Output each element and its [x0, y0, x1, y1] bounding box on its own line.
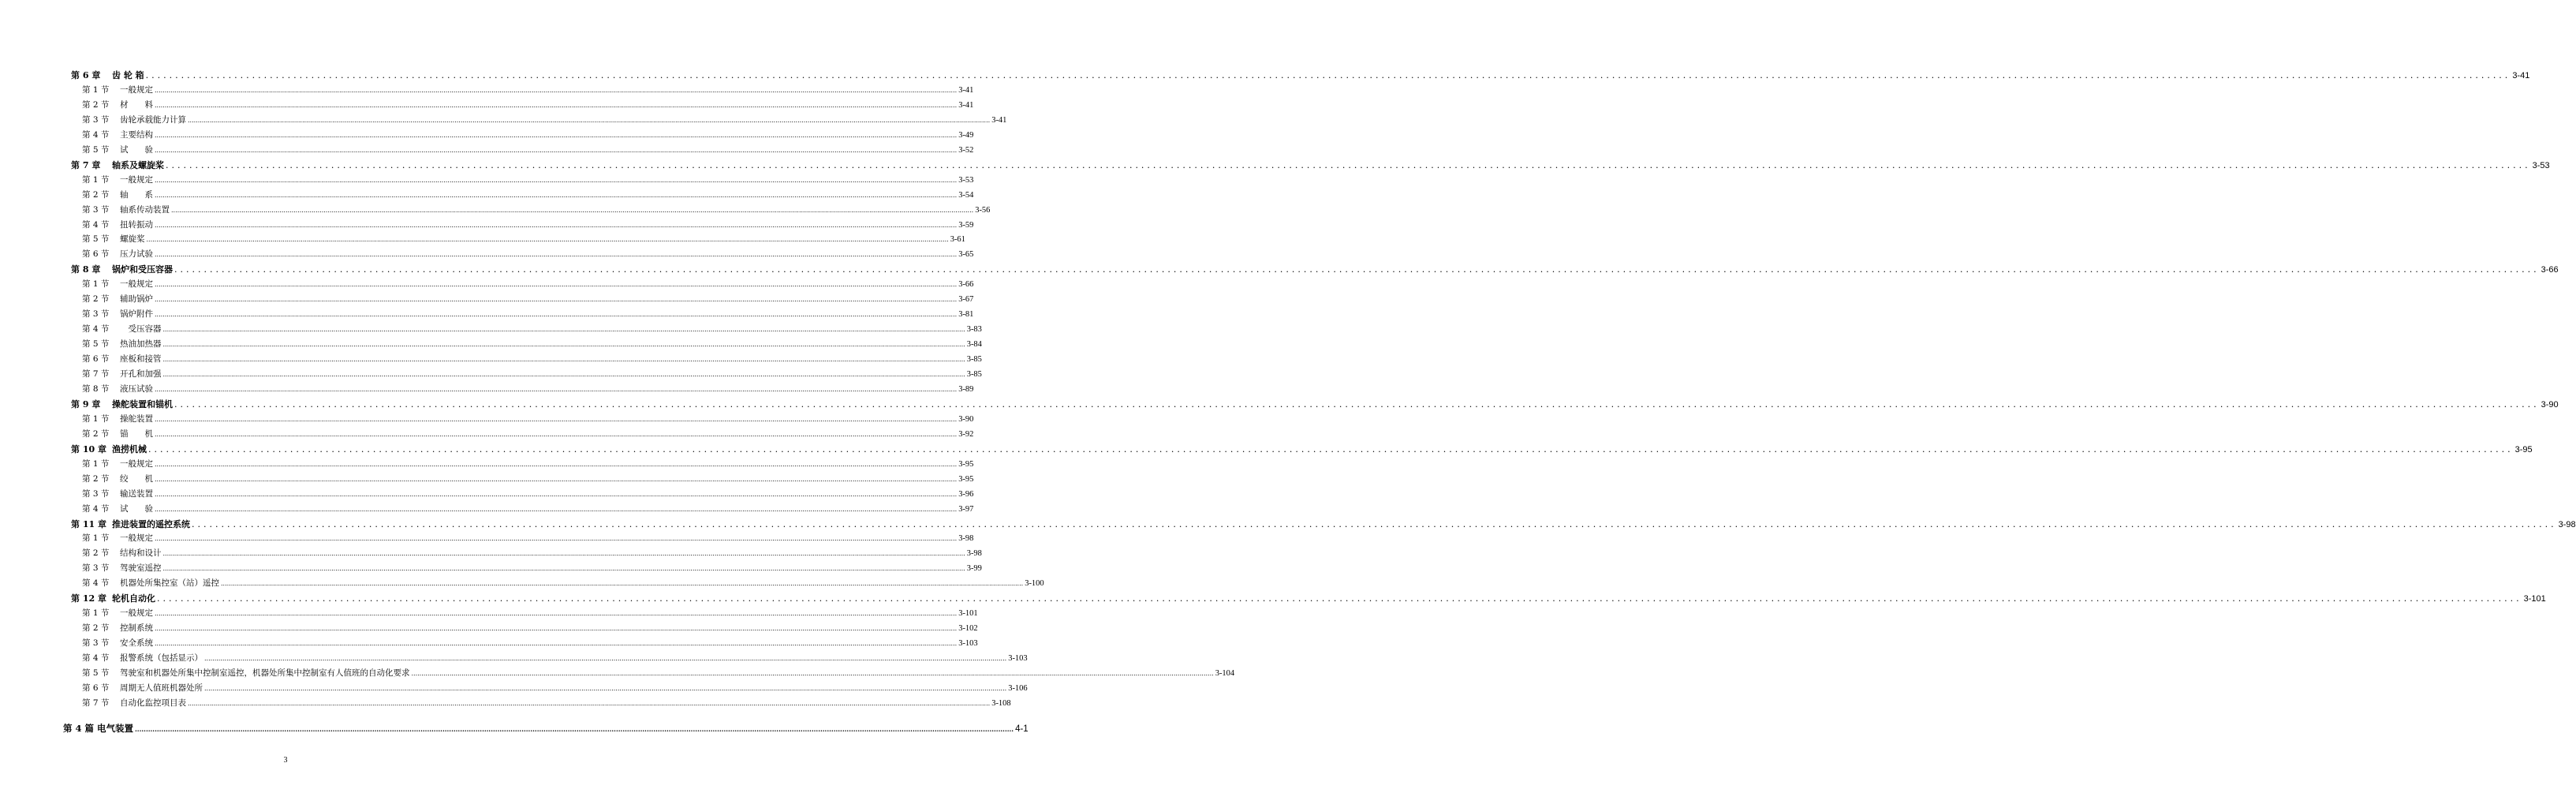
toc-chapter-entry — [71, 591, 2546, 606]
entry-number: 第 2 节 — [82, 99, 110, 110]
page-number: 3 — [283, 756, 288, 765]
dot-leader: ................................................................................................................................................................................................................................................................................................................................................................................................................ — [155, 131, 958, 139]
entry-page-number: 3-66 — [958, 280, 974, 290]
toc-chapter-entry — [71, 442, 2533, 457]
entry-page-number: 3-95 — [2514, 444, 2533, 454]
entry-page-number: 3-81 — [958, 310, 974, 320]
entry-title: 安全系统 — [120, 638, 153, 649]
dot-leader: ................................................................................................................................................................................................................................................................................................................................................................................................................ — [166, 159, 2531, 170]
dot-leader: ................................................................................................................................................................................................................................................................................................................................................................................................................ — [155, 101, 958, 109]
toc-section-entry — [82, 292, 974, 307]
entry-title: 轴系及螺旋桨 — [112, 159, 164, 170]
entry-title: 控制系统 — [120, 623, 153, 634]
entry-page-number: 3-53 — [2532, 160, 2550, 170]
entry-number: 第 7 章 — [71, 159, 101, 170]
entry-page-number: 3-61 — [950, 235, 965, 245]
dot-leader: ................................................................................................................................................................................................................................................................................................................................................................................................................ — [146, 236, 949, 244]
entry-title: 试 验 — [120, 503, 153, 514]
toc-section-entry — [82, 472, 974, 487]
dot-leader: ................................................................................................................................................................................................................................................................................................................................................................................................................ — [157, 593, 2522, 604]
entry-page-number: 3-85 — [966, 370, 982, 379]
entry-number: 第 6 节 — [82, 249, 110, 260]
dot-leader: ................................................................................................................................................................................................................................................................................................................................................................................................................ — [174, 264, 2540, 275]
entry-number: 第 1 节 — [82, 413, 110, 424]
toc-section-entry — [82, 651, 1028, 666]
dot-leader: ................................................................................................................................................................................................................................................................................................................................................................................................................ — [155, 505, 958, 513]
toc-section-entry — [82, 621, 978, 636]
entry-page-number: 3-53 — [958, 175, 974, 185]
toc-section-entry — [82, 173, 974, 188]
toc-section-entry — [82, 352, 982, 367]
entry-page-number: 3-92 — [958, 429, 974, 439]
dot-leader: ................................................................................................................................................................................................................................................................................................................................................................................................................ — [155, 221, 958, 229]
entry-page-number: 3-65 — [958, 250, 974, 260]
toc-section-entry — [82, 337, 982, 352]
entry-title: 辅助锅炉 — [120, 294, 153, 305]
entry-title: 渔捞机械 — [112, 443, 147, 454]
entry-title: 齿 轮 箱 — [112, 70, 144, 80]
entry-page-number: 3-99 — [966, 564, 982, 574]
entry-title: 操舵装置 — [120, 413, 153, 424]
toc-chapter-entry — [71, 68, 2530, 83]
entry-title: 驾驶室和机器处所集中控制室遥控，机器处所集中控制室有人值班的自动化要求 — [120, 668, 410, 678]
entry-page-number: 3-101 — [958, 609, 978, 619]
entry-title: 轴 系 — [120, 189, 153, 200]
dot-leader: ................................................................................................................................................................................................................................................................................................................................................................................................................ — [155, 415, 958, 423]
entry-number: 第 4 节 — [82, 129, 110, 140]
dot-leader: ................................................................................................................................................................................................................................................................................................................................................................................................................ — [188, 116, 991, 124]
toc-section-entry — [82, 143, 974, 158]
dot-leader: ................................................................................................................................................................................................................................................................................................................................................................................................................ — [188, 699, 991, 707]
entry-page-number: 3-41 — [958, 100, 974, 110]
entry-page-number: 3-90 — [2541, 399, 2559, 410]
entry-page-number: 3-101 — [2523, 594, 2546, 604]
toc-section-entry — [82, 188, 974, 203]
entry-page-number: 3-41 — [958, 85, 974, 95]
entry-title: 受压容器 — [120, 324, 162, 335]
entry-title: 轴系传动装置 — [120, 204, 170, 215]
dot-leader: ................................................................................................................................................................................................................................................................................................................................................................................................................ — [174, 398, 2540, 410]
toc-section-entry — [82, 561, 982, 576]
entry-page-number: 3-52 — [958, 145, 974, 155]
dot-leader: ................................................................................................................................................................................................................................................................................................................................................................................................................ — [204, 655, 1007, 663]
dot-leader: ................................................................................................................................................................................................................................................................................................................................................................................................................ — [155, 490, 958, 498]
entry-page-number: 3-83 — [966, 325, 982, 335]
entry-number: 第 2 节 — [82, 189, 110, 200]
dot-leader: ................................................................................................................................................................................................................................................................................................................................................................................................................ — [155, 460, 958, 468]
entry-title: 一般规定 — [120, 279, 153, 290]
entry-title: 热油加热器 — [120, 339, 162, 350]
entry-title: 周期无人值班机器处所 — [120, 683, 203, 693]
entry-number: 第 3 节 — [82, 488, 110, 499]
entry-number: 第 4 节 — [82, 578, 110, 589]
entry-title: 驾驶室遥控 — [120, 563, 162, 574]
toc-section-entry — [82, 531, 974, 546]
entry-number: 第 1 节 — [82, 84, 110, 95]
dot-leader: ................................................................................................................................................................................................................................................................................................................................................................................................................ — [155, 176, 958, 184]
dot-leader: ................................................................................................................................................................................................................................................................................................................................................................................................................ — [155, 146, 958, 154]
entry-page-number: 3-98 — [966, 549, 982, 559]
toc-section-entry — [82, 502, 974, 517]
entry-title: 推进装置的遥控系统 — [112, 518, 190, 529]
dot-leader: ................................................................................................................................................................................................................................................................................................................................................................................................................ — [148, 443, 2514, 454]
entry-title: 结构和设计 — [120, 548, 162, 559]
entry-number: 第 4 节 — [82, 324, 110, 335]
toc-section-entry — [82, 98, 974, 113]
entry-title: 试 验 — [120, 144, 153, 155]
dot-leader: ................................................................................................................................................................................................................................................................................................................................................................................................................ — [155, 430, 958, 438]
entry-page-number: 3-100 — [1025, 579, 1044, 589]
entry-number: 第 1 节 — [82, 458, 110, 469]
dot-leader: ................................................................................................................................................................................................................................................................................................................................................................................................................ — [192, 518, 2557, 529]
toc-section-entry — [82, 487, 974, 502]
entry-number: 第 2 节 — [82, 548, 110, 559]
toc-section-entry — [82, 666, 1235, 681]
entry-title: 锚 机 — [120, 428, 153, 439]
dot-leader: ................................................................................................................................................................................................................................................................................................................................................................................................................ — [155, 640, 958, 648]
entry-number: 第 7 节 — [82, 369, 110, 379]
toc-section-entry — [82, 681, 1028, 696]
entry-number: 第 5 节 — [82, 668, 110, 678]
entry-title: 开孔和加强 — [120, 369, 162, 379]
entry-title: 绞 机 — [120, 473, 153, 484]
entry-title: 压力试验 — [120, 249, 153, 260]
entry-title: 操舵装置和锚机 — [112, 398, 173, 410]
toc-section-entry — [82, 636, 978, 651]
entry-title: 一般规定 — [120, 608, 153, 619]
entry-number: 第 4 节 — [82, 653, 110, 664]
entry-page-number: 3-84 — [966, 340, 982, 350]
entry-number: 第 2 节 — [82, 294, 110, 305]
entry-number: 第 8 章 — [71, 264, 101, 275]
dot-leader: ................................................................................................................................................................................................................................................................................................................................................................................................................ — [204, 684, 1007, 692]
dot-leader: ................................................................................................................................................................................................................................................................................................................................................................................................................ — [155, 296, 958, 304]
toc-section-entry — [82, 457, 974, 472]
toc-chapter-entry — [71, 517, 2576, 532]
entry-number: 第 5 节 — [82, 234, 110, 245]
entry-page-number: 3-108 — [991, 698, 1011, 708]
entry-number: 第 3 节 — [82, 309, 110, 320]
entry-page-number: 3-102 — [958, 624, 978, 634]
entry-page-number: 3-89 — [958, 384, 974, 394]
entry-page-number: 3-56 — [975, 205, 991, 215]
toc-section-entry — [82, 606, 978, 621]
toc-section-entry — [82, 113, 1007, 128]
toc-chapter-entry — [71, 158, 2550, 173]
entry-number: 第 9 章 — [71, 398, 101, 410]
entry-page-number: 3-66 — [2541, 265, 2559, 275]
toc-section-entry — [82, 203, 991, 218]
entry-title: 一般规定 — [120, 458, 153, 469]
entry-number: 第 1 节 — [82, 608, 110, 619]
entry-title: 一般规定 — [120, 174, 153, 185]
toc-chapter-entry — [71, 397, 2559, 412]
entry-page-number: 3-97 — [958, 504, 974, 514]
entry-title: 一般规定 — [120, 84, 153, 95]
dot-leader: ................................................................................................................................................................................................................................................................................................................................................................................................................ — [162, 550, 965, 558]
entry-number: 第 2 节 — [82, 428, 110, 439]
entry-page-number: 3-54 — [958, 190, 974, 200]
entry-number: 第 4 节 — [82, 219, 110, 230]
entry-number: 第 6 节 — [82, 354, 110, 365]
entry-number: 第 2 节 — [82, 623, 110, 634]
entry-page-number: 3-96 — [958, 489, 974, 499]
dot-leader: ................................................................................................................................................................................................................................................................................................................................................................................................................ — [155, 86, 958, 94]
dot-leader: ................................................................................................................................................................................................................................................................................................................................................................................................................ — [411, 670, 1214, 677]
dot-leader: ................................................................................................................................................................................................................................................................................................................................................................................................................ — [162, 356, 965, 364]
entry-title: 液压试验 — [120, 383, 153, 394]
entry-page-number: 3-103 — [958, 639, 978, 649]
entry-number: 第 3 节 — [82, 638, 110, 649]
toc-section-entry — [82, 322, 982, 337]
entry-page-number: 3-85 — [966, 355, 982, 365]
dot-leader: ................................................................................................................................................................................................................................................................................................................................................................................................................ — [135, 724, 1014, 733]
toc-section-entry — [82, 307, 974, 322]
dot-leader: ................................................................................................................................................................................................................................................................................................................................................................................................................ — [155, 535, 958, 543]
entry-page-number: 4-1 — [1015, 724, 1029, 734]
toc-section-entry — [82, 247, 974, 262]
dot-leader: ................................................................................................................................................................................................................................................................................................................................................................................................................ — [162, 326, 965, 334]
entry-title: 机器处所集控室（站）遥控 — [120, 578, 219, 589]
entry-title: 座板和接管 — [120, 354, 162, 365]
entry-number: 第 3 节 — [82, 563, 110, 574]
entry-page-number: 3-49 — [958, 130, 974, 140]
dot-leader: ................................................................................................................................................................................................................................................................................................................................................................................................................ — [145, 70, 2511, 80]
entry-number: 第 3 节 — [82, 114, 110, 125]
entry-number: 第 10 章 — [71, 443, 106, 454]
entry-title: 报警系统（包括显示） — [120, 653, 203, 664]
entry-number: 第 1 节 — [82, 174, 110, 185]
entry-page-number: 3-98 — [958, 534, 974, 544]
dot-leader: ................................................................................................................................................................................................................................................................................................................................................................................................................ — [155, 625, 958, 633]
dot-leader: ................................................................................................................................................................................................................................................................................................................................................................................................................ — [155, 191, 958, 199]
toc-section-entry — [82, 576, 1044, 591]
entry-number: 第 4 节 — [82, 503, 110, 514]
toc-section-entry — [82, 232, 965, 247]
entry-number: 第 8 节 — [82, 383, 110, 394]
toc-section-entry — [82, 696, 1011, 711]
entry-title: 自动化监控项目表 — [120, 698, 186, 708]
dot-leader: ................................................................................................................................................................................................................................................................................................................................................................................................................ — [171, 206, 974, 214]
dot-leader: ................................................................................................................................................................................................................................................................................................................................................................................................................ — [155, 385, 958, 393]
toc-section-entry — [82, 546, 982, 561]
entry-page-number: 3-59 — [958, 220, 974, 230]
toc-section-entry — [82, 218, 974, 233]
dot-leader: ................................................................................................................................................................................................................................................................................................................................................................................................................ — [155, 311, 958, 319]
dot-leader: ................................................................................................................................................................................................................................................................................................................................................................................................................ — [155, 475, 958, 483]
entry-page-number: 3-41 — [2512, 71, 2530, 80]
entry-title: 锅炉和受压容器 — [112, 264, 173, 275]
dot-leader: ................................................................................................................................................................................................................................................................................................................................................................................................................ — [162, 341, 965, 349]
toc-section-entry — [82, 367, 982, 382]
toc-chapter-entry — [71, 262, 2559, 277]
entry-number: 第 11 章 — [71, 518, 106, 529]
entry-title: 螺旋桨 — [120, 234, 145, 245]
entry-page-number: 3-104 — [1215, 669, 1235, 678]
entry-number: 第 5 节 — [82, 144, 110, 155]
entry-number: 第 2 节 — [82, 473, 110, 484]
entry-title: 扭转振动 — [120, 219, 153, 230]
entry-page-number: 3-90 — [958, 414, 974, 424]
entry-page-number: 3-98 — [2558, 519, 2576, 529]
entry-title: 输送装置 — [120, 488, 153, 499]
entry-page-number: 3-67 — [958, 295, 974, 305]
entry-number: 第 3 节 — [82, 204, 110, 215]
toc-section-entry — [82, 412, 974, 427]
entry-title: 齿轮承载能力计算 — [120, 114, 186, 125]
toc-section-entry — [82, 382, 974, 397]
dot-leader: ................................................................................................................................................................................................................................................................................................................................................................................................................ — [162, 371, 965, 378]
entry-page-number: 3-106 — [1008, 683, 1028, 693]
entry-title: 锅炉附件 — [120, 309, 153, 320]
entry-number: 第 1 节 — [82, 279, 110, 290]
entry-title: 一般规定 — [120, 533, 153, 544]
entry-page-number: 3-95 — [958, 459, 974, 469]
dot-leader: ................................................................................................................................................................................................................................................................................................................................................................................................................ — [221, 580, 1024, 588]
dot-leader: ................................................................................................................................................................................................................................................................................................................................................................................................................ — [155, 251, 958, 259]
toc-section-entry — [82, 128, 974, 143]
entry-number: 第 7 节 — [82, 698, 110, 708]
entry-number: 第 12 章 — [71, 593, 106, 604]
entry-page-number: 3-95 — [958, 474, 974, 484]
toc-part-entry — [63, 721, 1029, 736]
toc-section-entry — [82, 277, 974, 292]
dot-leader: ................................................................................................................................................................................................................................................................................................................................................................................................................ — [155, 610, 958, 618]
toc-section-entry — [82, 427, 974, 442]
entry-number: 第 1 节 — [82, 533, 110, 544]
entry-title: 轮机自动化 — [112, 593, 155, 604]
toc-section-entry — [82, 83, 974, 98]
entry-title: 第 4 篇 电气装置 — [63, 722, 134, 734]
entry-page-number: 3-103 — [1008, 654, 1028, 664]
entry-number: 第 6 章 — [71, 70, 101, 80]
dot-leader: ................................................................................................................................................................................................................................................................................................................................................................................................................ — [155, 281, 958, 289]
dot-leader: ................................................................................................................................................................................................................................................................................................................................................................................................................ — [162, 565, 965, 573]
entry-title: 主要结构 — [120, 129, 153, 140]
entry-title: 材 料 — [120, 99, 153, 110]
entry-number: 第 6 节 — [82, 683, 110, 693]
entry-page-number: 3-41 — [991, 115, 1007, 125]
entry-number: 第 5 节 — [82, 339, 110, 350]
